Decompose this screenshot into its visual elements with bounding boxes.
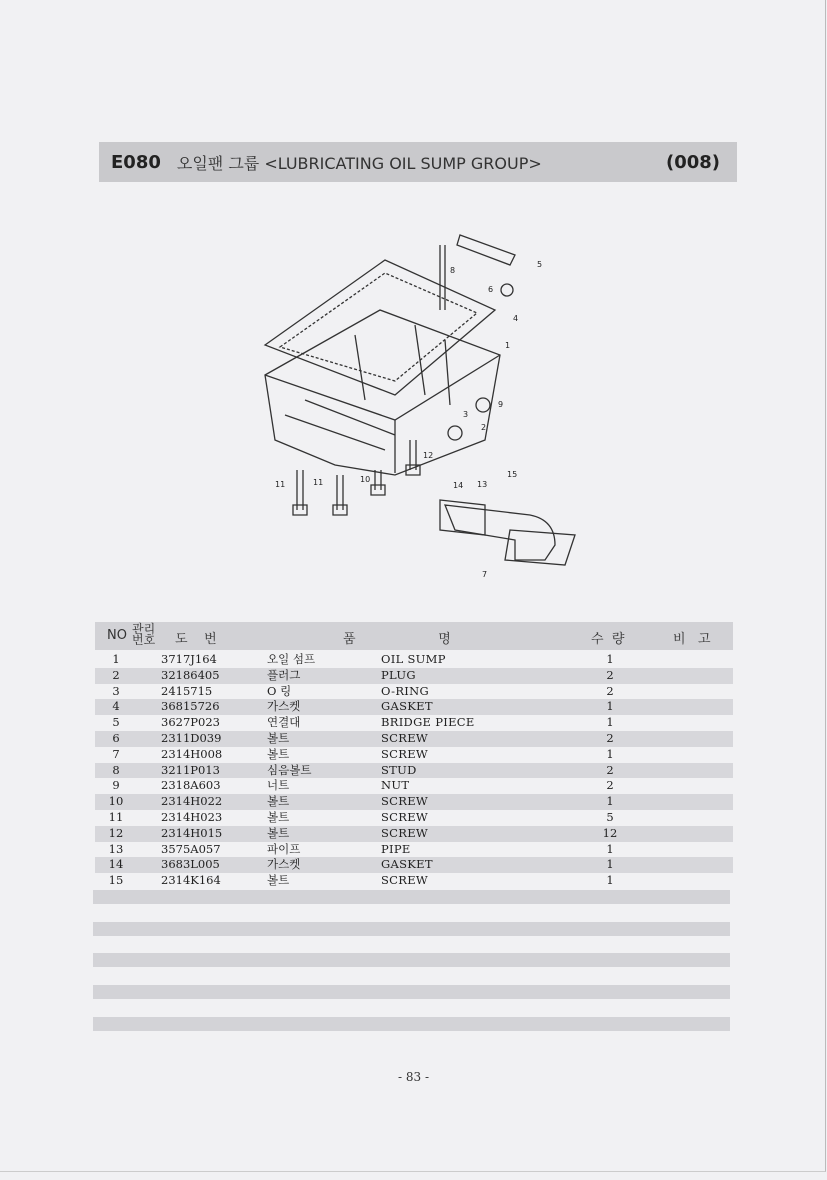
row-no: 5 <box>112 715 120 730</box>
row-name-korean: 파이프 <box>267 841 301 856</box>
row-part-number: 2311D039 <box>161 730 222 745</box>
empty-row <box>93 922 730 936</box>
row-name-english: SCREW <box>381 730 429 745</box>
parts-table-header <box>95 622 733 650</box>
table-row <box>95 684 733 700</box>
row-part-number: 32186405 <box>161 667 220 682</box>
row-part-number: 2318A603 <box>161 778 221 793</box>
table-row <box>95 873 733 889</box>
row-name-english: SCREW <box>381 809 429 824</box>
table-row <box>95 652 733 668</box>
row-name-english: SCREW <box>381 794 429 809</box>
row-name-english: SCREW <box>381 746 429 761</box>
callout-4: 4 <box>513 314 519 323</box>
row-no: 11 <box>108 809 124 824</box>
row-no: 1 <box>112 652 120 666</box>
row-name-english: NUT <box>381 778 410 793</box>
table-row <box>95 699 733 715</box>
table-row <box>95 842 733 858</box>
header-mgmt <box>132 624 155 646</box>
row-no: 12 <box>108 825 124 840</box>
callout-1: 1 <box>505 341 511 350</box>
bridge-piece <box>457 235 515 265</box>
row-no: 14 <box>108 857 124 872</box>
row-quantity: 12 <box>602 825 618 840</box>
stud <box>440 245 445 310</box>
header-name: 품 명 <box>343 632 451 647</box>
row-name-korean: 오일 섬프 <box>267 652 316 666</box>
row-quantity: 1 <box>606 652 614 666</box>
group-title: 오일팬 그룹 <LUBRICATING OIL SUMP GROUP> <box>176 153 542 173</box>
row-name-english: OIL SUMP <box>381 652 446 666</box>
row-name-korean: 볼트 <box>267 794 290 809</box>
table-row <box>95 857 733 873</box>
screw-6 <box>501 284 513 296</box>
row-no: 10 <box>108 794 124 809</box>
group-code: E080 <box>111 151 161 173</box>
row-name-english: SCREW <box>381 873 429 888</box>
row-quantity: 2 <box>606 730 614 745</box>
empty-row <box>93 1017 730 1031</box>
row-name-korean: O 링 <box>267 683 292 698</box>
row-name-english: GASKET <box>381 857 433 872</box>
plug-2 <box>448 426 462 440</box>
callout-14: 14 <box>453 481 464 490</box>
row-part-number: 2314H015 <box>161 825 223 840</box>
callout-15: 15 <box>507 470 518 479</box>
oil-sump-body <box>265 310 500 475</box>
callout-7: 7 <box>482 570 488 579</box>
row-no: 15 <box>108 873 124 888</box>
callout-11b: 11 <box>313 478 324 487</box>
header-drawing: 도 번 <box>175 632 217 647</box>
callout-8: 8 <box>450 266 456 275</box>
header-mgmt-top: 관리 <box>132 622 156 636</box>
row-name-english: GASKET <box>381 699 433 714</box>
row-name-korean: 연결대 <box>267 715 301 730</box>
row-quantity: 1 <box>606 873 614 888</box>
bolt-11a <box>293 470 307 515</box>
row-quantity: 2 <box>606 762 614 777</box>
row-name-korean: 가스켓 <box>267 699 301 714</box>
header-no: NO <box>107 628 127 643</box>
header-mgmt-bottom: 번호 <box>132 633 156 647</box>
page-number: - 83 - <box>397 1070 429 1084</box>
row-no: 3 <box>112 683 120 698</box>
row-quantity: 1 <box>606 841 614 856</box>
row-part-number: 2314H023 <box>161 809 223 824</box>
row-no: 4 <box>112 699 120 714</box>
row-no: 2 <box>112 667 120 682</box>
row-part-number: 2415715 <box>161 683 213 698</box>
table-row <box>95 747 733 763</box>
callout-5: 5 <box>537 260 543 269</box>
group-header <box>99 142 737 182</box>
table-row <box>95 715 733 731</box>
row-part-number: 3211P013 <box>161 762 220 777</box>
table-row <box>95 668 733 684</box>
row-quantity: 2 <box>606 667 614 682</box>
table-row <box>95 794 733 810</box>
callout-9: 9 <box>498 400 504 409</box>
bolt-11b <box>333 475 347 515</box>
callout-2: 2 <box>481 423 487 432</box>
row-part-number: 3717J164 <box>161 652 217 666</box>
callout-12: 12 <box>423 451 434 460</box>
callout-6: 6 <box>488 285 494 294</box>
row-no: 6 <box>112 730 120 745</box>
callout-3: 3 <box>463 410 469 419</box>
callout-13: 13 <box>477 480 488 489</box>
parts-table-body <box>95 652 733 889</box>
row-quantity: 1 <box>606 715 614 730</box>
table-row <box>95 826 733 842</box>
row-name-korean: 볼트 <box>267 825 290 840</box>
row-part-number: 36815726 <box>161 699 220 714</box>
row-name-korean: 플러그 <box>267 667 301 682</box>
row-part-number: 3627P023 <box>161 715 220 730</box>
row-quantity: 5 <box>606 809 614 824</box>
row-part-number: 2314H022 <box>161 794 223 809</box>
row-no: 13 <box>108 841 124 856</box>
empty-row <box>93 953 730 967</box>
row-name-english: BRIDGE PIECE <box>381 715 475 730</box>
row-name-english: PLUG <box>381 667 416 682</box>
group-page-code: (008) <box>665 151 720 173</box>
row-name-korean: 볼트 <box>267 809 290 824</box>
row-quantity: 1 <box>606 746 614 761</box>
table-row <box>95 763 733 779</box>
callout-11a: 11 <box>275 480 286 489</box>
row-name-korean: 볼트 <box>267 873 290 888</box>
row-part-number: 2314H008 <box>161 746 223 761</box>
row-no: 8 <box>112 762 120 777</box>
row-part-number: 3683L005 <box>161 857 220 872</box>
row-no: 9 <box>112 778 120 793</box>
row-name-english: STUD <box>381 762 417 777</box>
row-name-korean: 볼트 <box>267 730 290 745</box>
row-name-english: SCREW <box>381 825 429 840</box>
empty-row <box>93 890 730 904</box>
row-quantity: 2 <box>606 778 614 793</box>
empty-row <box>93 985 730 999</box>
row-part-number: 2314K164 <box>161 873 221 888</box>
row-part-number: 3575A057 <box>161 841 221 856</box>
row-name-korean: 너트 <box>267 778 290 793</box>
row-quantity: 1 <box>606 794 614 809</box>
row-name-english: O-RING <box>381 683 429 698</box>
row-no: 7 <box>112 746 120 761</box>
row-quantity: 2 <box>606 683 614 698</box>
table-row <box>95 778 733 794</box>
header-qty: 수 량 <box>591 632 625 647</box>
callout-10: 10 <box>360 475 371 484</box>
bolt-10 <box>371 470 385 495</box>
row-name-korean: 가스켓 <box>267 857 301 872</box>
header-remark: 비 고 <box>673 632 711 647</box>
table-row <box>95 731 733 747</box>
row-name-korean: 볼트 <box>267 746 290 761</box>
row-quantity: 1 <box>606 857 614 872</box>
row-name-korean: 심음볼트 <box>267 762 312 777</box>
nut-9 <box>476 398 490 412</box>
oil-sump-exploded-diagram <box>245 215 590 590</box>
row-name-english: PIPE <box>381 841 411 856</box>
table-row <box>95 810 733 826</box>
row-quantity: 1 <box>606 699 614 714</box>
